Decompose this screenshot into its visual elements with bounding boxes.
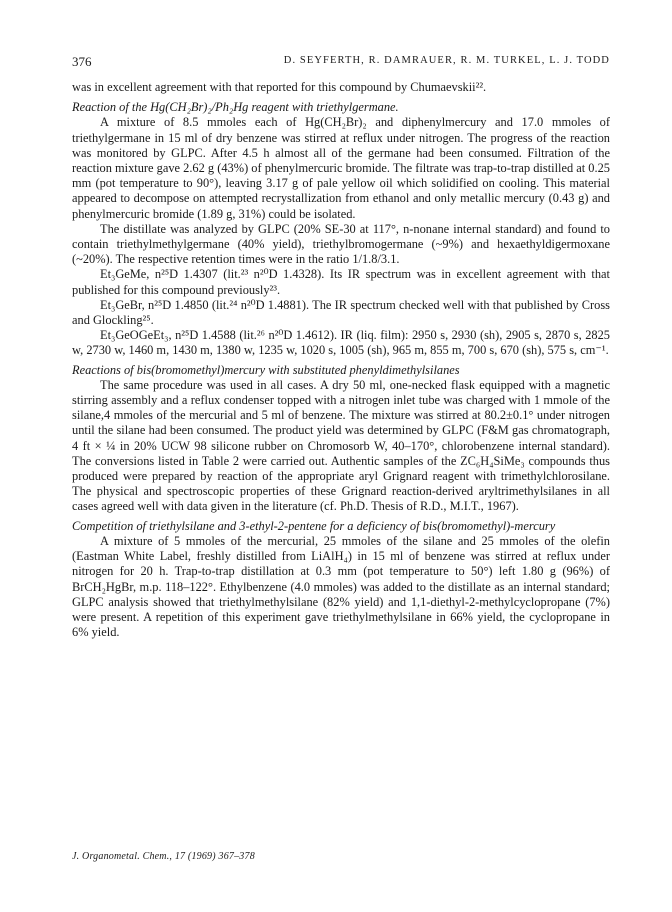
paragraph-continuation: was in excellent agreement with that reported for this compound by Chumaevskii²². [72,80,487,94]
page-number: 376 [72,54,92,69]
article-body [72,80,610,640]
paragraph-germane-reaction: A mixture of 8.5 mmoles each of Hg(CH₂Br)₂ and diphenylmercury and 17.0 mmoles of triethylgermane in 15 ml of dry benzene was stirred at reflux under nitrogen. The progress of the reaction was monitored by GLPC. After 4.5 h almost all of the germane had been consumed. Filtration of the reaction mixture gave 2.62 g (43%) of phenylmercuric bromide. The filtrate was trap-to-trap distilled at 0.25 mm (pot temperature to 90°), leaving 3.17 g of pale yellow oil which solidified on cooling. This material appeared to decompose on attempted recrystallization from ethanol and only metallic mercury (0.43 g) and phenylmercuric bromide (1.89 g, 31%) could be isolated. [72,115,610,221]
section-heading-competition: Competition of triethylsilane and 3-ethyl-2-pentene for a deficiency of bis(bromomethyl)-mercury [72,518,556,533]
paragraph-digermoxane-data: Et₃GeOGeEt₃, n²⁵D 1.4588 (lit.²⁶ n²⁰D 1.4612). IR (liq. film): 2950 s, 2930 (sh), 2905 s, 2870 s, 2825 w, 2730 w, 1460 m, 1430 m, 1380 w, 1235 w, 1020 s, 1005 (sh), 965 m, 855 m, 700 s, 670 (sh), 575 s, cm⁻¹. [72,328,610,358]
running-header-authors: D. SEYFERTH, R. DAMRAUER, R. M. TURKEL, L. J. TODD [283,55,610,66]
section-heading-phenyldimethylsilanes: Reactions of bis(bromomethyl)mercury with substituted phenyldimethylsilanes [72,362,460,377]
section-heading-triethylgermane: Reaction of the Hg(CH₂Br)₂/Ph₂Hg reagent with triethylgermane. [72,100,399,115]
journal-citation-footer: J. Organometal. Chem., 17 (1969) 367–378 [72,851,255,862]
paragraph-et3gebr-data: Et₃GeBr, n²⁵D 1.4850 (lit.²⁴ n²⁰D 1.4881). The IR spectrum checked well with that published by Cross and Glockling²⁵. [72,297,610,328]
paragraph-distillate-analysis: The distillate was analyzed by GLPC (20% SE-30 at 117°, n-nonane internal standard) and found to contain triethylmethylgermane (40% yield), triethylbromogermane (~9%) and hexaethyldigermoxane (~20%). The respective retention times were in the ratio 1/1.8/3.1. [72,221,610,267]
paragraph-general-procedure: The same procedure was used in all cases. A dry 50 ml, one-necked flask equipped with a magnetic stirring assembly and a reflux condenser topped with a nitrogen inlet tube was charged with 1 mmole of the silane,4 mmoles of the mercurial and 5 ml of benzene. The mixture was stirred at 80.2±0.1° under nitrogen until the silane had been consumed. The product yield was determined by GLPC (F&M gas chromatograph, 4 ft × ¼ in 20% UCW 98 silicone rubber on Chromosorb W, 40–170°, chlorobenzene internal standard). The conversions listed in Table 2 were carried out. Authentic samples of the ZC₆H₄SiMe₃ compounds thus produced were prepared by reaction of the appropriate aryl Grignard reagent with trimethylchlorosilane. The physical and spectroscopic properties of these Grignard reaction-derived aryltrimethylsilanes in all cases agreed well with data given in the literature (cf. Ph.D. Thesis of R.D., M.I.T., 1967). [72,377,610,514]
paragraph-et3geme-data: Et₃GeMe, n²⁵D 1.4307 (lit.²³ n²⁰D 1.4328). Its IR spectrum was in excellent agreement with that published for this compound previously²³. [72,267,610,297]
paragraph-competition-experiment: A mixture of 5 mmoles of the mercurial, 25 mmoles of the silane and 25 mmoles of the olefin (Eastman White Label, freshly distilled from LiAlH₄) in 15 ml of benzene was stirred at reflux under nitrogen for 20 h. Trap-to-trap distillation at 0.3 mm (pot temperature to 50°) left 1.80 g (96%) of BrCH₂HgBr, m.p. 118–122°. Ethylbenzene (4.0 mmoles) was added to the distillate as an internal standard; GLPC analysis showed that triethylmethylsilane (82% yield) and 1,1-diethyl-2-methylcyclopropane (7%) were present. A repetition of this experiment gave triethylmethylsilane in 66% yield, the cyclopropane in 6% yield. [72,533,610,640]
running-header [72,54,610,70]
